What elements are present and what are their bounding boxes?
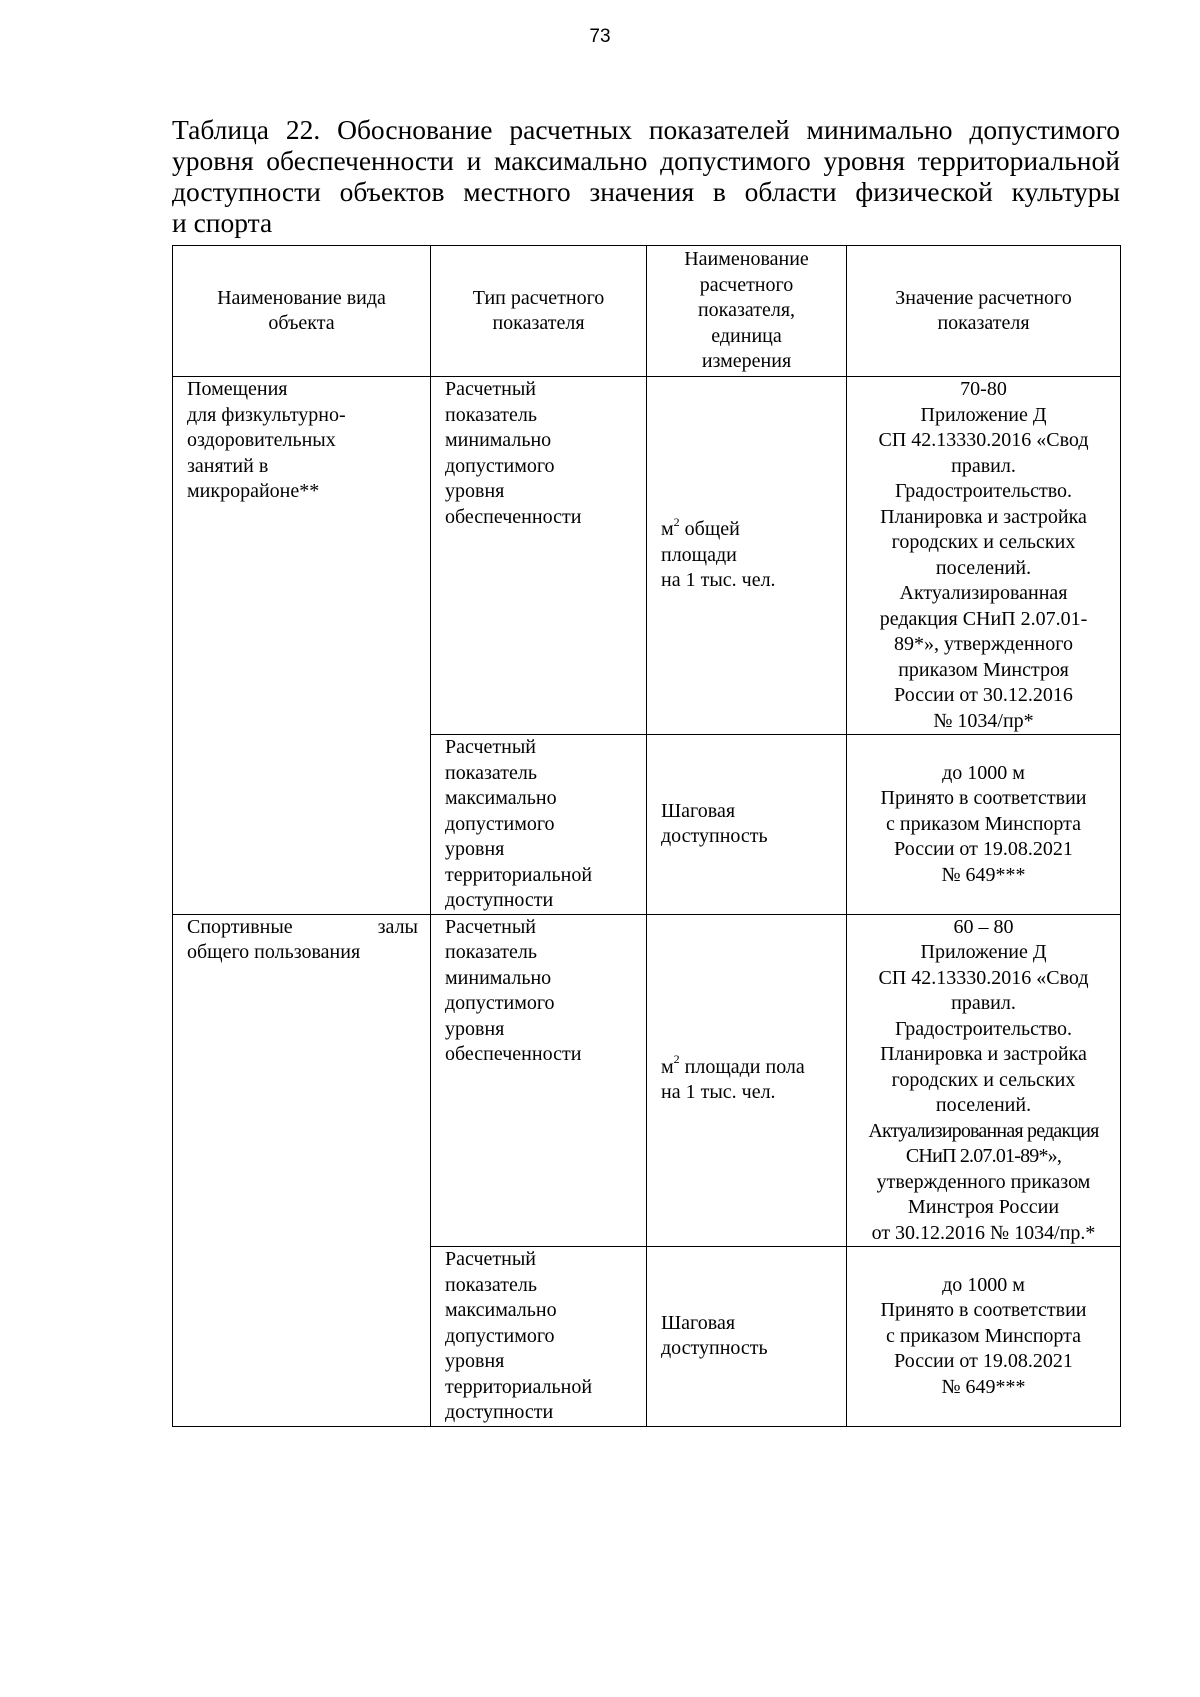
indicator-unit-cell: Шаговая доступность: [647, 735, 847, 915]
header-indicator-value: Значение расчетного показателя: [847, 246, 1121, 377]
indicator-unit-cell: Шаговая доступность: [647, 1247, 847, 1427]
indicator-value-cell: 60 – 80 Приложение Д СП 42.13330.2016 «Свод правил. Градостроительство. Планировка и застройка городских и сельских поселений. Актуализированная редакция СНиП 2.07.01-89*», утвержденного приказом Минстроя России от 30.12.2016 № 1034/пр.*: [847, 914, 1121, 1247]
object-name-cell: Помещения для физкультурно- оздоровительных занятий в микрорайоне**: [173, 377, 431, 915]
table-caption: [172, 114, 1120, 238]
indicator-type-cell: Расчетный показатель минимально допустимого уровня обеспеченности: [431, 377, 647, 735]
object-name-cell: Спортивные залы общего пользования: [173, 914, 431, 1426]
table-row: [173, 914, 1121, 1247]
caption-line: уровня обеспеченности и максимально допустимого уровня территориальной: [172, 145, 1120, 176]
indicator-type-cell: Расчетный показатель максимально допустимого уровня территориальной доступности: [431, 735, 647, 915]
caption-line: и спорта: [172, 207, 273, 238]
header-indicator-unit: Наименование расчетного показателя, единица измерения: [647, 246, 847, 377]
indicator-unit-cell: $м^2$ площади пола на 1 тыс. чел.: [647, 914, 847, 1247]
table-header-row: [173, 246, 1121, 377]
indicator-value-cell: 70-80 Приложение Д СП 42.13330.2016 «Свод правил. Градостроительство. Планировка и застройка городских и сельских поселений. Актуализированная редакция СНиП 2.07.01- 89*», утвержденного приказом Минстроя России от 30.12.2016 № 1034/пр*: [847, 377, 1121, 735]
indicator-unit-cell: $м^2$ общей площади на 1 тыс. чел.: [647, 377, 847, 735]
header-indicator-type: Тип расчетного показателя: [431, 246, 647, 377]
table-row: [173, 377, 1121, 735]
header-object-name: Наименование вида объекта: [173, 246, 431, 377]
indicator-value-cell: до 1000 м Принято в соответствии с приказом Минспорта России от 19.08.2021 № 649***: [847, 735, 1121, 915]
caption-line: Таблица 22. Обоснование расчетных показателей минимально допустимого: [172, 114, 1120, 145]
indicator-value-cell: до 1000 м Принято в соответствии с приказом Минспорта России от 19.08.2021 № 649***: [847, 1247, 1121, 1427]
caption-line: доступности объектов местного значения в области физической культуры: [172, 176, 1120, 207]
indicator-type-cell: Расчетный показатель минимально допустимого уровня обеспеченности: [431, 914, 647, 1247]
page-number: 73: [589, 26, 611, 47]
standards-table: [172, 245, 1121, 1427]
indicator-type-cell: Расчетный показатель максимально допустимого уровня территориальной доступности: [431, 1247, 647, 1427]
